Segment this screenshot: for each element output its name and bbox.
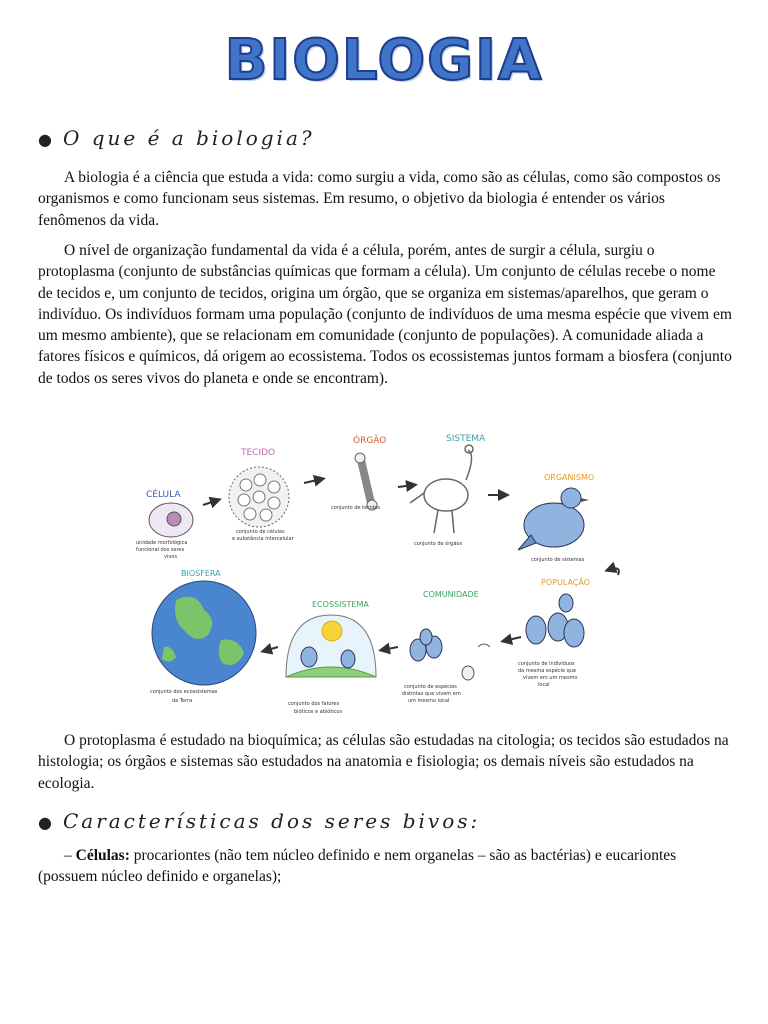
desc-tecido-2: e substância intercelular: [232, 536, 294, 542]
label-biosfera: BIOSFERA: [181, 569, 221, 578]
label-celula: CÉLULA: [146, 490, 181, 500]
desc-sistema: conjunto de órgãos: [414, 541, 463, 547]
desc-celula-1: unidade morfológica: [136, 540, 188, 546]
skeleton-illustration: [410, 445, 473, 533]
desc-organismo: conjunto de sistemas: [531, 557, 585, 563]
desc-populacao-4: local: [538, 682, 550, 688]
label-orgao: ÓRGÃO: [353, 436, 387, 446]
desc-comunidade-1: conjunto de espécies: [404, 684, 457, 690]
dash: –: [64, 847, 76, 864]
paragraph-cells: [38, 845, 732, 888]
desc-populacao-3: vivem em um mesmo: [523, 675, 578, 681]
label-populacao: POPULAÇÃO: [541, 578, 590, 587]
term-celulas: Células:: [75, 847, 130, 864]
desc-biosfera-1: conjunto dos ecossistemas: [150, 689, 218, 695]
label-tecido: TECIDO: [241, 448, 276, 458]
desc-celula-3: vivos: [164, 554, 177, 560]
desc-celula-2: funcional dos seres: [136, 547, 185, 553]
arrow-5: [608, 568, 619, 575]
heading-text: O que é a biologia?: [62, 126, 315, 150]
desc-ecossistema-2: bióticos e abióticos: [294, 709, 343, 715]
label-organismo: ORGANISMO: [544, 473, 595, 482]
cells-description: procariontes (não tem núcleo definido e nem organelas – são as bactérias) e eucariontes (possuem núcleo definido e organelas);: [38, 847, 677, 886]
organization-levels-diagram: [126, 425, 646, 720]
bullet-icon: ●: [38, 813, 55, 832]
desc-orgao: conjunto de tecidos: [331, 505, 381, 511]
paragraph-definition: A biologia é a ciência que estuda a vida: como surgiu a vida, como são as células, como são compostos os organismos e como funcionam seus sistemas. Em resumo, o objetivo da biologia é entender os vários fenômenos da vida.: [38, 169, 721, 229]
arrow-3: [398, 485, 414, 487]
community-illustration: [410, 629, 490, 680]
section-heading-what-is-biology: [38, 126, 315, 150]
section-heading-characteristics: [38, 809, 480, 833]
pigeon-illustration: [518, 488, 589, 550]
page-title: BIOLOGIA: [224, 28, 544, 93]
desc-ecossistema-1: conjunto dos fatores: [288, 701, 340, 707]
arrow-8: [264, 647, 278, 651]
arrow-1: [203, 500, 218, 505]
desc-biosfera-2: da Terra: [172, 698, 193, 704]
cell-illustration: [149, 503, 193, 537]
arrow-6: [504, 637, 521, 641]
paragraph-fields-of-study: O protoplasma é estudado na bioquímica; as células são estudadas na citologia; os tecidos são estudados na histologia; os órgãos e sistemas são estudados na anatomia e fisiologia; os demais níveis são estudados na ecologia.: [38, 732, 729, 792]
arrow-2: [304, 479, 322, 483]
label-sistema: SISTEMA: [446, 434, 486, 444]
desc-tecido-1: conjunto de células: [236, 529, 285, 535]
population-illustration: [526, 594, 584, 647]
desc-comunidade-3: um mesmo local: [408, 698, 450, 704]
ecosystem-illustration: [286, 615, 376, 677]
label-ecossistema: ECOSSISTEMA: [312, 600, 369, 609]
paragraph-organization-levels: O nível de organização fundamental da vida é a célula, porém, antes de surgir a célula, surgiu o protoplasma (conjunto de substâncias químicas que formam a célula). Um conjunto de células recebe o nome de tecidos e, um conjunto de tecidos, origina um órgão, que se organiza em sistemas/aparelhos, que geram o indivíduo. Os indivíduos formam uma população (conjunto de indivíduos de uma mesma espécie que vivem em um mesmo ambiente), que se relacionam em comunidade (conjunto de populações). A comunidade aliada a fatores físicos e químicos, dá origem ao ecossistema. Todos os ecossistemas juntos formam a biosfera (conjunto de todos os seres vivos do planeta e onde se encontram).: [38, 242, 732, 387]
label-comunidade: COMUNIDADE: [423, 590, 479, 599]
desc-populacao-2: da mesma espécie que: [518, 668, 577, 674]
tissue-illustration: [229, 467, 289, 527]
bullet-icon: ●: [38, 130, 55, 149]
bone-illustration: [355, 453, 377, 510]
heading-text: Características dos seres bivos:: [62, 809, 481, 833]
desc-populacao-1: conjunto de indivíduos: [518, 661, 575, 667]
arrow-7: [382, 647, 398, 650]
earth-illustration: [152, 581, 256, 685]
desc-comunidade-2: distintas que vivem em: [402, 691, 461, 697]
